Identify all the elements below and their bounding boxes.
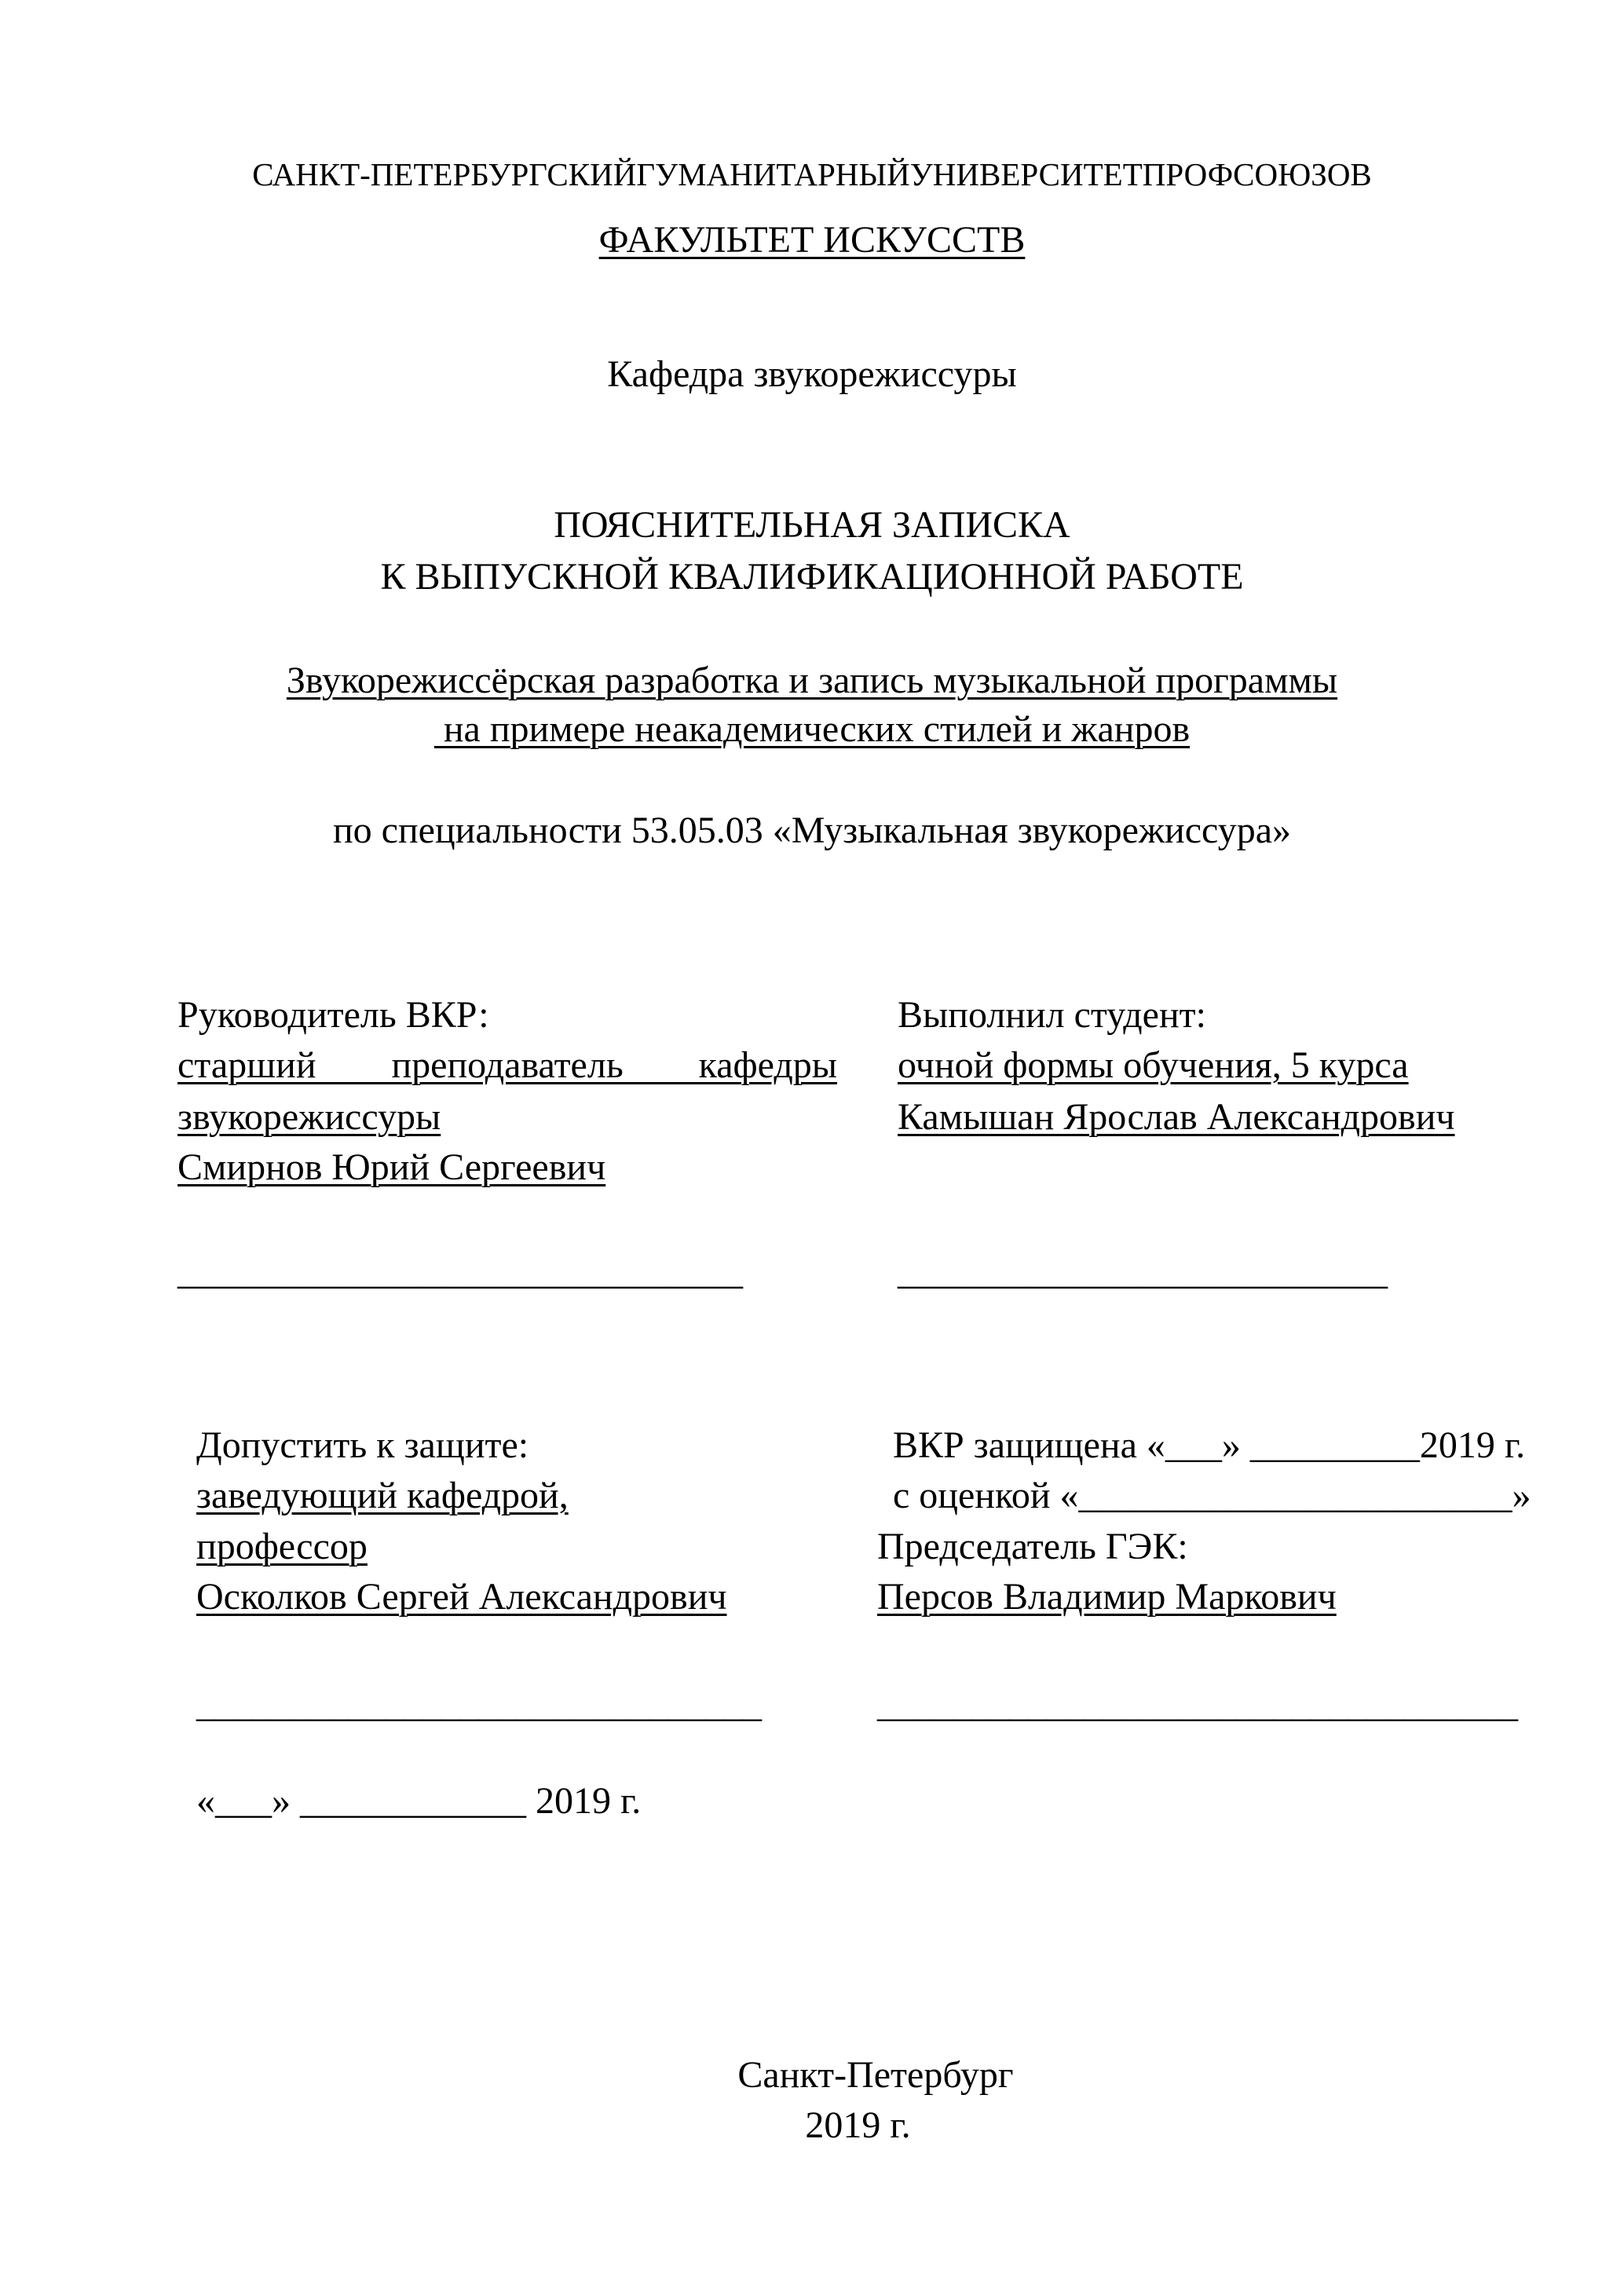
defense-date: ВКР защищена «___» _________2019 г.: [893, 1424, 1526, 1466]
student-info: очной формы обучения, 5 курса: [898, 1044, 1409, 1086]
student-name: Камышан Ярослав Александрович: [898, 1096, 1455, 1138]
supervisor-label: Руководитель ВКР:: [177, 994, 489, 1036]
specialty: по специальности 53.05.03 «Музыкальная звукорежиссура»: [332, 810, 1291, 851]
supervisor-name: Смирнов Юрий Сергеевич: [177, 1146, 606, 1188]
topic-line1: Звукорежиссёрская разработка и запись музыкальной программы: [286, 660, 1338, 701]
department-name: Кафедра звукорежиссуры: [607, 353, 1017, 395]
defense-grade: с оценкой «_______________________»: [893, 1475, 1531, 1516]
document-title-line2: К ВЫПУСКНОЙ КВАЛИФИКАЦИОННОЙ РАБОТЕ: [380, 556, 1244, 598]
admission-position: заведующий кафедрой,: [196, 1475, 569, 1516]
chair-name: Персов Владимир Маркович: [877, 1576, 1337, 1618]
student-signature-line: __________________________: [898, 1251, 1388, 1292]
supervisor-department: звукорежиссуры: [177, 1096, 441, 1138]
admission-label: Допустить к защите:: [196, 1424, 529, 1466]
topic-line2: на примере неакадемических стилей и жанров: [433, 708, 1191, 750]
footer-year: 2019 г.: [805, 2104, 911, 2146]
student-label: Выполнил студент:: [898, 994, 1206, 1036]
supervisor-signature-line: ______________________________: [177, 1251, 743, 1292]
admission-date: «___» ____________ 2019 г.: [196, 1780, 642, 1822]
admission-name: Осколков Сергей Александрович: [196, 1576, 727, 1618]
chair-label: Председатель ГЭК:: [877, 1526, 1188, 1567]
admission-signature-line: ______________________________: [196, 1684, 762, 1725]
supervisor-position: старший преподаватель кафедры: [177, 1044, 837, 1086]
university-name: САНКТ-ПЕТЕРБУРГСКИЙГУМАНИТАРНЫЙУНИВЕРСИТЕТПРОФСОЮЗОВ: [252, 156, 1372, 192]
document-title-line1: ПОЯСНИТЕЛЬНАЯ ЗАПИСКА: [554, 504, 1070, 546]
faculty-name: ФАКУЛЬТЕТ ИСКУССТВ: [598, 219, 1026, 261]
chair-signature-line: __________________________________: [877, 1684, 1518, 1725]
footer-city: Санкт-Петербург: [737, 2054, 1014, 2096]
admission-title: профессор: [196, 1526, 368, 1567]
